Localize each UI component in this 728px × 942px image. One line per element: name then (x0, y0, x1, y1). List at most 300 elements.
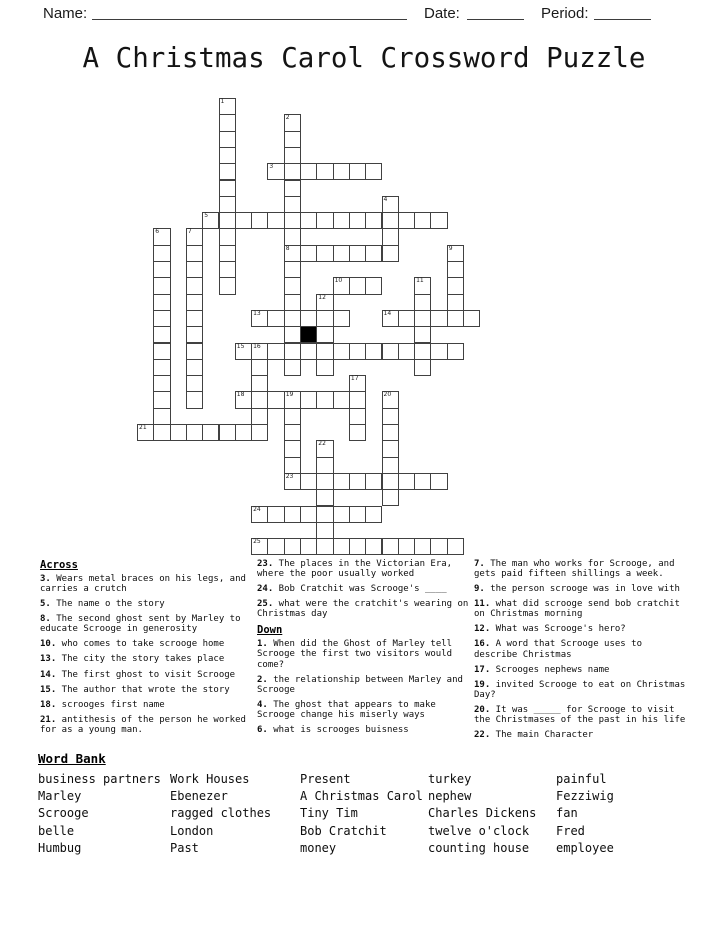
clue-column-left (40, 559, 251, 740)
clue-number: 11. (474, 599, 491, 610)
grid-cell[interactable] (219, 424, 236, 441)
grid-cell[interactable] (186, 310, 203, 327)
grid-cell[interactable] (398, 310, 415, 327)
grid-cell[interactable] (300, 506, 317, 523)
word-bank-item: Fred (556, 823, 585, 838)
word-bank-column (556, 771, 614, 857)
grid-cell[interactable] (219, 228, 236, 245)
grid-cell[interactable] (153, 245, 170, 262)
clue-4-down (257, 700, 472, 720)
grid-clue-number: 15 (236, 342, 245, 350)
clue-24-across (257, 584, 472, 594)
grid-cell[interactable] (219, 196, 236, 213)
grid-cell[interactable] (284, 261, 301, 278)
grid-clue-number: 17 (350, 375, 359, 383)
clue-number: 23. (257, 559, 274, 569)
grid-clue-number: 3 (269, 163, 274, 171)
grid-cell[interactable] (186, 277, 203, 294)
grid-cell[interactable] (284, 343, 301, 360)
clue-number: 20. (474, 704, 491, 715)
grid-cell[interactable] (284, 326, 301, 343)
grid-cell[interactable] (447, 261, 464, 278)
grid-cell[interactable] (414, 538, 431, 555)
grid-cell[interactable] (251, 375, 268, 392)
grid-cell[interactable] (300, 212, 317, 229)
word-bank-column (428, 771, 536, 857)
clue-text: Bob Cratchit was Scrooge's ____ (273, 584, 447, 595)
grid-cell[interactable] (251, 538, 268, 555)
date-blank-line[interactable] (467, 5, 524, 20)
clue-number: 7. (474, 559, 485, 569)
grid-cell[interactable] (153, 391, 170, 408)
grid-cell[interactable] (414, 473, 431, 490)
crossword-grid (137, 98, 483, 558)
grid-cell[interactable] (430, 343, 447, 360)
clue-text: what did scrooge send bob cratchit on Christmas morning (474, 599, 680, 620)
clue-number: 13. (40, 654, 57, 665)
clue-text: The ghost that appears to make Scrooge change his miserly ways (257, 699, 436, 720)
name-blank-line[interactable] (92, 5, 407, 20)
clue-number: 3. (40, 574, 51, 584)
word-bank-item: counting house (428, 840, 530, 855)
grid-clue-number: 2 (285, 114, 290, 122)
grid-cell[interactable] (414, 310, 431, 327)
clue-6-down (257, 725, 472, 735)
grid-cell[interactable] (251, 359, 268, 376)
grid-cell[interactable] (300, 538, 317, 555)
grid-cell[interactable] (251, 506, 268, 523)
clue-number: 5. (40, 599, 51, 610)
grid-cell[interactable] (219, 212, 236, 229)
clue-number: 25. (257, 599, 274, 610)
grid-cell[interactable] (349, 408, 366, 425)
grid-cell[interactable] (349, 245, 366, 262)
period-blank-line[interactable] (594, 5, 651, 20)
grid-cell[interactable] (300, 473, 317, 490)
grid-cell[interactable] (414, 326, 431, 343)
grid-cell[interactable] (349, 538, 366, 555)
grid-cell[interactable] (186, 228, 203, 245)
grid-cell[interactable] (153, 375, 170, 392)
grid-cell[interactable] (284, 147, 301, 164)
grid-cell[interactable] (398, 212, 415, 229)
grid-cell[interactable] (284, 538, 301, 555)
grid-clue-number: 7 (187, 228, 192, 236)
clue-column-middle (257, 559, 472, 740)
grid-cell[interactable] (382, 391, 399, 408)
grid-clue-number: 14 (383, 309, 392, 317)
grid-cell[interactable] (349, 343, 366, 360)
grid-clue-number: 19 (285, 391, 294, 399)
name-label: Name: (43, 5, 88, 22)
grid-cell[interactable] (284, 212, 301, 229)
grid-cell[interactable] (219, 131, 236, 148)
grid-cell[interactable] (153, 294, 170, 311)
grid-cell[interactable] (219, 163, 236, 180)
grid-cell[interactable] (186, 375, 203, 392)
grid-cell[interactable] (186, 391, 203, 408)
grid-cell[interactable] (251, 424, 268, 441)
grid-cell[interactable] (186, 294, 203, 311)
grid-cell[interactable] (137, 424, 154, 441)
grid-cell[interactable] (284, 457, 301, 474)
clue-8-across (40, 614, 251, 634)
grid-cell[interactable] (219, 114, 236, 131)
grid-cell[interactable] (251, 212, 268, 229)
grid-cell[interactable] (349, 375, 366, 392)
grid-cell[interactable] (447, 538, 464, 555)
grid-cell[interactable] (316, 326, 333, 343)
word-bank-item: Tiny Tim (300, 806, 358, 821)
word-bank-item: London (170, 823, 214, 838)
clue-number: 10. (40, 639, 57, 650)
grid-cell[interactable] (300, 163, 317, 180)
clue-5-across (40, 599, 251, 609)
grid-cell[interactable] (153, 261, 170, 278)
grid-cell[interactable] (447, 245, 464, 262)
grid-cell[interactable] (333, 343, 350, 360)
grid-clue-number: 1 (220, 98, 225, 105)
grid-cell[interactable] (447, 277, 464, 294)
word-bank-item: Bob Cratchit (300, 823, 387, 838)
word-bank-item: painful (556, 772, 607, 786)
grid-cell[interactable] (316, 457, 333, 474)
clue-number: 24. (257, 584, 274, 595)
word-bank-item: money (300, 840, 337, 855)
grid-cell[interactable] (349, 391, 366, 408)
grid-cell[interactable] (316, 294, 333, 311)
grid-cell[interactable] (186, 359, 203, 376)
grid-clue-number: 4 (383, 195, 388, 203)
clue-number: 1. (257, 639, 268, 650)
grid-cell[interactable] (284, 131, 301, 148)
grid-cell[interactable] (186, 424, 203, 441)
grid-cell[interactable] (251, 343, 268, 360)
grid-cell[interactable] (316, 163, 333, 180)
word-bank-item: fan (556, 806, 578, 821)
grid-cell[interactable] (316, 522, 333, 539)
clue-text: The second ghost sent by Marley to educate Scrooge in generosity (40, 614, 241, 635)
grid-cell[interactable] (300, 391, 317, 408)
clue-text: Wears metal braces on his legs, and carries a crutch (40, 574, 246, 595)
grid-cell[interactable] (300, 245, 317, 262)
word-bank-item: Humbug (38, 840, 82, 855)
grid-cell[interactable] (251, 310, 268, 327)
grid-cell[interactable] (284, 424, 301, 441)
grid-cell[interactable] (414, 294, 431, 311)
grid-cell[interactable] (333, 538, 350, 555)
clue-number: 17. (474, 664, 491, 675)
grid-cell[interactable] (153, 228, 170, 245)
word-bank-item: nephew (428, 789, 472, 804)
grid-cell[interactable] (300, 310, 317, 327)
grid-cell[interactable] (300, 343, 317, 360)
grid-cell[interactable] (349, 424, 366, 441)
grid-clue-number: 16 (253, 342, 261, 350)
grid-cell[interactable] (398, 538, 415, 555)
grid-cell[interactable] (382, 245, 399, 262)
grid-cell[interactable] (349, 277, 366, 294)
clue-text: The man who works for Scrooge, and gets paid fifteen shillings a week. (474, 559, 675, 580)
grid-cell[interactable] (186, 326, 203, 343)
grid-cell[interactable] (219, 261, 236, 278)
grid-cell[interactable] (414, 212, 431, 229)
clue-text: It was _____ for Scrooge to visit the Christmases of the past in his life (474, 704, 686, 725)
grid-cell[interactable] (365, 343, 382, 360)
word-bank-item: Work Houses (170, 772, 250, 786)
grid-cell[interactable] (284, 228, 301, 245)
clue-text: A word that Scrooge uses to describe Christmas (474, 639, 642, 660)
clue-text: The name o the story (50, 599, 165, 610)
clue-text: what is scrooges buisness (267, 724, 409, 735)
grid-cell[interactable] (382, 196, 399, 213)
grid-cell[interactable] (186, 261, 203, 278)
clue-text: antithesis of the person he worked for as a young man. (40, 714, 246, 735)
grid-clue-number: 18 (236, 391, 245, 399)
clue-1-down (257, 639, 472, 669)
word-bank-column (38, 771, 161, 857)
grid-cell[interactable] (333, 277, 350, 294)
grid-cell[interactable] (382, 473, 399, 490)
grid-cell[interactable] (284, 114, 301, 131)
grid-cell[interactable] (267, 391, 284, 408)
grid-cell[interactable] (251, 408, 268, 425)
grid-cell[interactable] (267, 310, 284, 327)
clue-21-across (40, 715, 251, 735)
clue-number: 15. (40, 684, 57, 695)
clue-text: the relationship between Marley and Scrooge (257, 674, 463, 695)
grid-cell[interactable] (170, 424, 187, 441)
grid-cell[interactable] (316, 538, 333, 555)
grid-cell[interactable] (284, 180, 301, 197)
grid-cell[interactable] (267, 212, 284, 229)
grid-cell[interactable] (186, 343, 203, 360)
grid-cell[interactable] (414, 343, 431, 360)
grid-cell[interactable] (202, 424, 219, 441)
clue-text: the person scrooge was in love with (484, 584, 680, 595)
grid-cell[interactable] (365, 277, 382, 294)
clue-20-down (474, 705, 690, 725)
grid-cell[interactable] (365, 473, 382, 490)
grid-cell[interactable] (316, 506, 333, 523)
grid-clue-number: 23 (285, 472, 294, 480)
grid-cell[interactable] (284, 196, 301, 213)
word-bank-column (300, 771, 423, 857)
grid-clue-number: 12 (318, 293, 326, 301)
grid-cell[interactable] (349, 473, 366, 490)
clue-22-down (474, 730, 690, 740)
grid-cell[interactable] (430, 538, 447, 555)
grid-cell[interactable] (365, 212, 382, 229)
grid-cell[interactable] (153, 359, 170, 376)
grid-cell[interactable] (365, 163, 382, 180)
clue-text: The author that wrote the story (56, 684, 230, 695)
clue-3-across (40, 574, 251, 594)
grid-cell[interactable] (365, 506, 382, 523)
word-bank-column (170, 771, 271, 857)
grid-cell[interactable] (235, 343, 252, 360)
grid-cell[interactable] (382, 440, 399, 457)
word-bank-item: employee (556, 840, 614, 855)
grid-cell[interactable] (382, 424, 399, 441)
grid-cell[interactable] (382, 408, 399, 425)
grid-cell[interactable] (219, 98, 236, 115)
grid-clue-number: 20 (383, 391, 392, 399)
clue-number: 18. (40, 699, 57, 710)
clue-18-across (40, 700, 251, 710)
word-bank-item: Fezziwig (556, 789, 614, 804)
word-bank-item: business partners (38, 772, 161, 786)
clue-number: 4. (257, 699, 268, 710)
grid-cell[interactable] (219, 180, 236, 197)
grid-cell[interactable] (398, 343, 415, 360)
clue-text: The city the story takes place (56, 654, 225, 665)
grid-cell[interactable] (382, 343, 399, 360)
grid-cell[interactable] (447, 310, 464, 327)
grid-cell[interactable] (235, 212, 252, 229)
grid-cell[interactable] (333, 310, 350, 327)
grid-cell[interactable] (202, 212, 219, 229)
grid-cell[interactable] (316, 245, 333, 262)
clue-25-across (257, 599, 472, 619)
grid-clue-number: 22 (318, 440, 326, 448)
grid-cell[interactable] (267, 538, 284, 555)
clue-text: scrooges first name (56, 699, 165, 710)
clue-number: 14. (40, 669, 57, 680)
grid-cell[interactable] (267, 506, 284, 523)
grid-clue-number: 5 (204, 212, 209, 220)
grid-cell[interactable] (430, 473, 447, 490)
grid-cell[interactable] (333, 473, 350, 490)
clue-number: 22. (474, 730, 491, 741)
grid-cell[interactable] (284, 408, 301, 425)
grid-cell[interactable] (382, 310, 399, 327)
grid-cell[interactable] (153, 343, 170, 360)
grid-cell[interactable] (316, 391, 333, 408)
grid-cell[interactable] (333, 245, 350, 262)
grid-cell[interactable] (382, 489, 399, 506)
word-bank-item: Present (300, 772, 351, 786)
grid-cell[interactable] (284, 473, 301, 490)
grid-cell[interactable] (382, 228, 399, 245)
period-label: Period: (541, 5, 589, 22)
grid-cell[interactable] (267, 343, 284, 360)
grid-cell[interactable] (333, 212, 350, 229)
grid-cell[interactable] (284, 245, 301, 262)
grid-cell[interactable] (153, 408, 170, 425)
grid-cell[interactable] (316, 310, 333, 327)
grid-cell[interactable] (153, 424, 170, 441)
grid-cell[interactable] (463, 310, 480, 327)
grid-cell[interactable] (284, 163, 301, 180)
clue-17-down (474, 665, 690, 675)
grid-cell[interactable] (430, 212, 447, 229)
grid-cell[interactable] (430, 310, 447, 327)
clue-10-across (40, 639, 251, 649)
grid-cell[interactable] (349, 212, 366, 229)
grid-cell[interactable] (267, 163, 284, 180)
grid-cell[interactable] (284, 277, 301, 294)
clue-number: 12. (474, 624, 491, 635)
word-bank-item: Marley (38, 789, 82, 804)
grid-cell[interactable] (398, 473, 415, 490)
word-bank-item: ragged clothes (170, 806, 272, 821)
grid-cell[interactable] (365, 245, 382, 262)
grid-cell[interactable] (414, 277, 431, 294)
word-bank-item: A Christmas Carol (300, 789, 423, 804)
word-bank-item: Charles Dickens (428, 806, 537, 821)
grid-cell[interactable] (219, 277, 236, 294)
clue-text: Scrooges nephews name (490, 664, 610, 675)
grid-cell[interactable] (284, 294, 301, 311)
grid-cell[interactable] (235, 391, 252, 408)
grid-clue-number: 21 (139, 424, 147, 431)
grid-cell[interactable] (316, 489, 333, 506)
grid-black-cell (300, 326, 317, 343)
grid-cell[interactable] (447, 294, 464, 311)
grid-cell[interactable] (284, 391, 301, 408)
grid-cell[interactable] (316, 343, 333, 360)
grid-cell[interactable] (382, 212, 399, 229)
clue-9-down (474, 584, 690, 594)
grid-cell[interactable] (284, 310, 301, 327)
word-bank-item: twelve o'clock (428, 823, 530, 838)
grid-cell[interactable] (316, 473, 333, 490)
grid-cell[interactable] (153, 277, 170, 294)
clue-text: When did the Ghost of Marley tell Scrooge the first two visitors would come? (257, 639, 453, 670)
page-title: A Christmas Carol Crossword Puzzle (82, 42, 646, 74)
grid-cell[interactable] (349, 163, 366, 180)
word-bank-header: Word Bank (38, 751, 106, 766)
grid-cell[interactable] (219, 245, 236, 262)
grid-cell[interactable] (333, 506, 350, 523)
grid-clue-number: 9 (448, 244, 453, 252)
grid-cell[interactable] (186, 245, 203, 262)
clue-number: 8. (40, 614, 51, 625)
grid-cell[interactable] (447, 343, 464, 360)
grid-cell[interactable] (153, 310, 170, 327)
grid-cell[interactable] (382, 457, 399, 474)
grid-clue-number: 24 (253, 505, 261, 513)
grid-cell[interactable] (414, 359, 431, 376)
grid-cell[interactable] (333, 163, 350, 180)
grid-cell[interactable] (333, 391, 350, 408)
grid-cell[interactable] (251, 391, 268, 408)
grid-cell[interactable] (284, 440, 301, 457)
word-bank-item: Ebenezer (170, 789, 228, 804)
clue-2-down (257, 675, 472, 695)
grid-cell[interactable] (365, 538, 382, 555)
grid-cell[interactable] (284, 506, 301, 523)
grid-cell[interactable] (316, 212, 333, 229)
grid-cell[interactable] (316, 359, 333, 376)
grid-cell[interactable] (235, 424, 252, 441)
grid-cell[interactable] (316, 440, 333, 457)
clue-text: The places in the Victorian Era, where the poor usually worked (257, 559, 453, 580)
clue-13-across (40, 654, 251, 664)
word-bank-item: Scrooge (38, 806, 89, 821)
grid-cell[interactable] (219, 147, 236, 164)
grid-clue-number: 6 (155, 228, 160, 236)
grid-cell[interactable] (284, 359, 301, 376)
grid-cell[interactable] (349, 506, 366, 523)
grid-clue-number: 8 (285, 244, 290, 252)
word-bank-item: Past (170, 840, 199, 855)
grid-cell[interactable] (382, 538, 399, 555)
grid-cell[interactable] (153, 326, 170, 343)
across-header: Across (40, 559, 78, 571)
clue-7-down (474, 559, 690, 579)
